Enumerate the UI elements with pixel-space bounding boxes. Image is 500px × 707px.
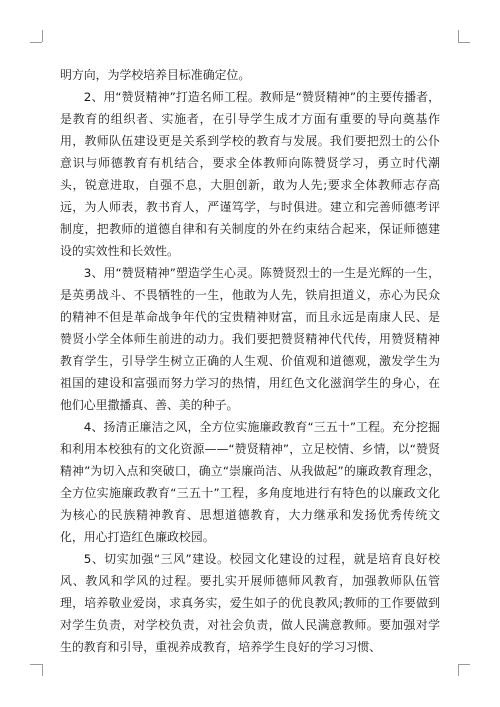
crop-mark-bottom-right-vertical (458, 664, 459, 676)
document-body (60, 64, 440, 658)
paragraph-integrity-education: 4、扬清正廉洁之风，全方位实施廉政教育“三五十”工程。充分挖掘和利用本校独有的文化资源——“赞贤精神”，立足校情、乡情，以“赞贤精神”为切入点和突破口，确立“崇廉尚洁、从我做起”的廉政教育理念，全方位实施廉政教育“三五十”工程，多角度地进行有特色的以廉政文化为核心的民族精神教育、思想道德教育，大力继承和发扬优秀传统文化，用心打造红色廉政校园。 (60, 420, 440, 544)
crop-mark-bottom-right-horizontal (458, 664, 470, 665)
paragraph-continuation: 明方向，为学校培养目标准确定位。 (60, 68, 251, 82)
paragraph-three-styles: 5、切实加强“三风”建设。校园文化建设的过程，就是培育良好校风、教风和学风的过程。要扎实开展师德师风教育，加强教师队伍管理，培养敬业爱岗，求真务实，爱生如子的优良教风;教师的工作要做到对学生负责，对学校负责，对社会负责，做人民满意教师。要加强对学生的教育和引导，重视养成教育，培养学生良好的学习习惯、 (60, 552, 440, 654)
crop-mark-top-left-vertical (42, 30, 43, 42)
crop-mark-bottom-left-vertical (42, 664, 43, 676)
crop-mark-top-right-vertical (458, 30, 459, 42)
paragraph-famous-teacher-project: 2、用“赞贤精神”打造名师工程。教师是“赞贤精神”的主要传播者，是教育的组织者、实施者，在引导学生成才方面有重要的导向奠基作用，教师队伍建设更是关系到学校的教育与发展。我们要把烈士的公仆意识与师德教育有机结合，要求全体教师向陈赞贤学习，勇立时代潮头，锐意进取，自强不息，大胆创新，敢为人先;要求全体教师志存高远，为人师表，教书育人，严谨笃学，与时俱进。建立和完善师德考评制度，把教师的道德自律和有关制度的外在约束结合起来，保证师德建设的实效性和长效性。 (60, 90, 440, 258)
crop-mark-bottom-left-horizontal (30, 664, 42, 665)
crop-mark-top-left-horizontal (30, 42, 42, 43)
paragraph-student-soul: 3、用“赞贤精神”塑造学生心灵。陈赞贤烈士的一生是光辉的一生，是英勇战斗、不畏牺牲的一生，他敢为人先，铁肩担道义，赤心为民众的精神不但是革命战争年代的宝贵精神财富，而且永远是南康人民、是赞贤小学全体师生前进的动力。我们要把赞贤精神代代传，用赞贤精神教育学生，引导学生树立正确的人生观、价值观和道德观，激发学生为祖国的建设和富强而努力学习的热情，用红色文化滋润学生的身心，在他们心里撒播真、善、美的种子。 (60, 266, 440, 412)
crop-mark-top-right-horizontal (458, 42, 470, 43)
